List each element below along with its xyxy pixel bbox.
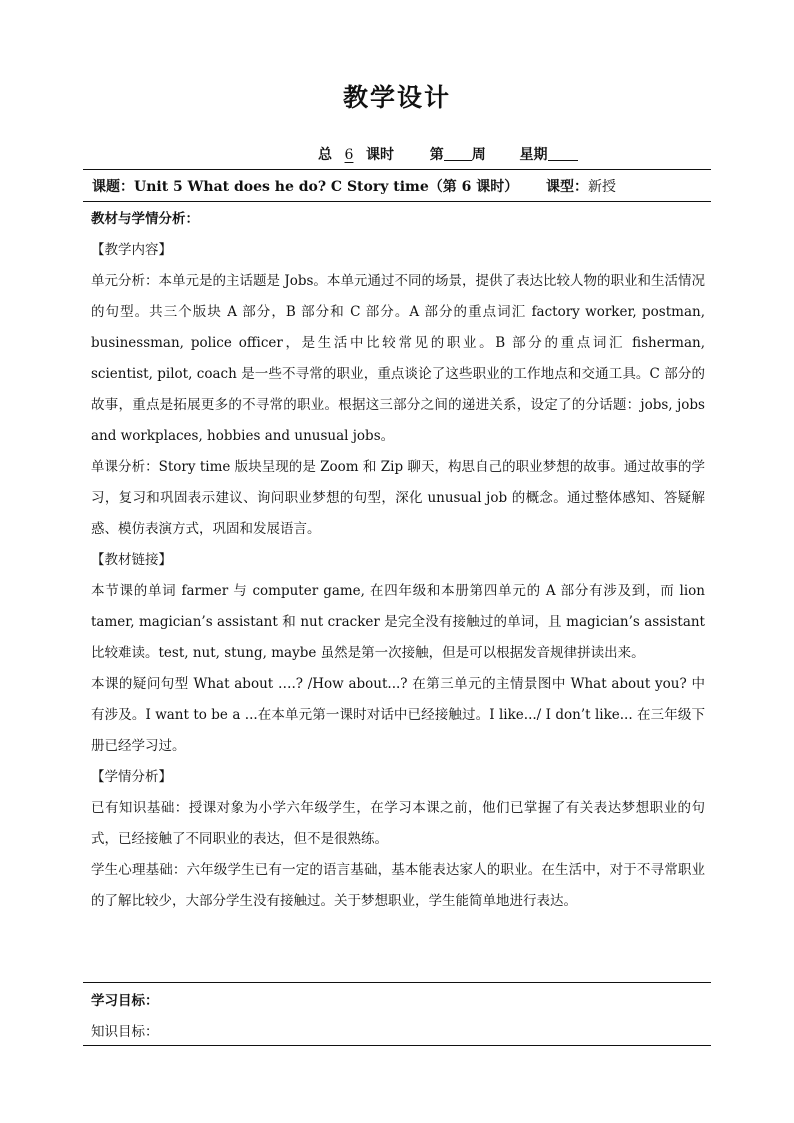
type-label: 课型： — [546, 179, 588, 195]
topic-label: 课题： — [92, 179, 134, 195]
lesson-analysis: 单课分析：Story time 版块呈现的是 Zoom 和 Zip 聊天，构思自己的职业梦想的故事。通过故事的学习，复习和巩固表示建议、询问职业梦想的句型，深化 unusual job 的概念。通过整体感知、答疑解惑、模仿表演方式，巩固和发展语言。 — [91, 459, 705, 537]
schedule-line — [318, 144, 578, 164]
lesson-type: 新授 — [588, 179, 616, 195]
divider — [83, 1045, 711, 1046]
divider — [83, 201, 711, 202]
lesson-topic-row — [92, 176, 518, 196]
link-heading: 【教材链接】 — [91, 552, 172, 568]
analysis-section — [91, 204, 705, 917]
content-heading: 【教学内容】 — [91, 242, 172, 258]
link-paragraph: 本课的疑问句型 What about ….? /How about...? 在第三单元的主情景图中 What about you? 中有涉及。I want to be a ...在本单元第一课时对话中已经接触过。I like.../ I don’t like... 在三年级下册已经学习过。 — [91, 676, 705, 754]
total-lessons-value: 6 — [344, 147, 354, 163]
knowledge-goal-label: 知识目标： — [91, 1024, 159, 1040]
goals-section — [91, 986, 705, 1048]
week-blank — [444, 146, 472, 161]
lesson-type-row — [546, 176, 616, 196]
goals-heading: 学习目标： — [91, 993, 159, 1009]
learner-heading: 【学情分析】 — [91, 769, 172, 785]
divider — [83, 982, 711, 983]
week-prefix: 第 — [429, 147, 444, 163]
lesson-topic: Unit 5 What does he do? C Story time（第 6 课时） — [134, 179, 519, 195]
lesson-label: 课时 — [366, 147, 394, 163]
analysis-heading: 教材与学情分析： — [91, 211, 199, 227]
link-paragraph: 本节课的单词 farmer 与 computer game, 在四年级和本册第四单元的 A 部分有涉及到，而 lion tamer, magician’s assistant 和 nut cracker 是完全没有接触过的单词，且 magician’s assistant 比较难读。test, nut, stung, maybe 虽然是第一次接触，但是可以根据发音规律拼读出来。 — [91, 583, 705, 661]
weekday-blank — [548, 146, 578, 161]
divider — [83, 169, 711, 170]
page-title: 教学设计 — [342, 83, 451, 112]
weekday-label: 星期 — [519, 147, 548, 163]
learner-paragraph: 学生心理基础：六年级学生已有一定的语言基础，基本能表达家人的职业。在生活中，对于不寻常职业的了解比较少，大部分学生没有接触过。关于梦想职业，学生能简单地进行表达。 — [91, 862, 705, 909]
week-suffix: 周 — [471, 147, 486, 163]
unit-analysis: 单元分析：本单元是的主话题是 Jobs。本单元通过不同的场景，提供了表达比较人物的职业和生活情况的句型。共三个版块 A 部分，B 部分和 C 部分。A 部分的重点词汇 factory worker, postman, businessman, police officer，是生活中比较常见的职业。B 部分的重点词汇 fisherman, scientist, pilot, coach 是一些不寻常的职业，重点谈论了这些职业的工作地点和交通工具。C 部分的故事，重点是拓展更多的不寻常的职业。根据这三部分之间的递进关系，设定了的分话题：jobs, jobs and workplaces, hobbies and unusual jobs。 — [91, 273, 705, 444]
learner-paragraph: 已有知识基础：授课对象为小学六年级学生，在学习本课之前，他们已掌握了有关表达梦想职业的句式，已经接触了不同职业的表达，但不是很熟练。 — [91, 800, 705, 847]
total-prefix: 总 — [318, 147, 332, 163]
